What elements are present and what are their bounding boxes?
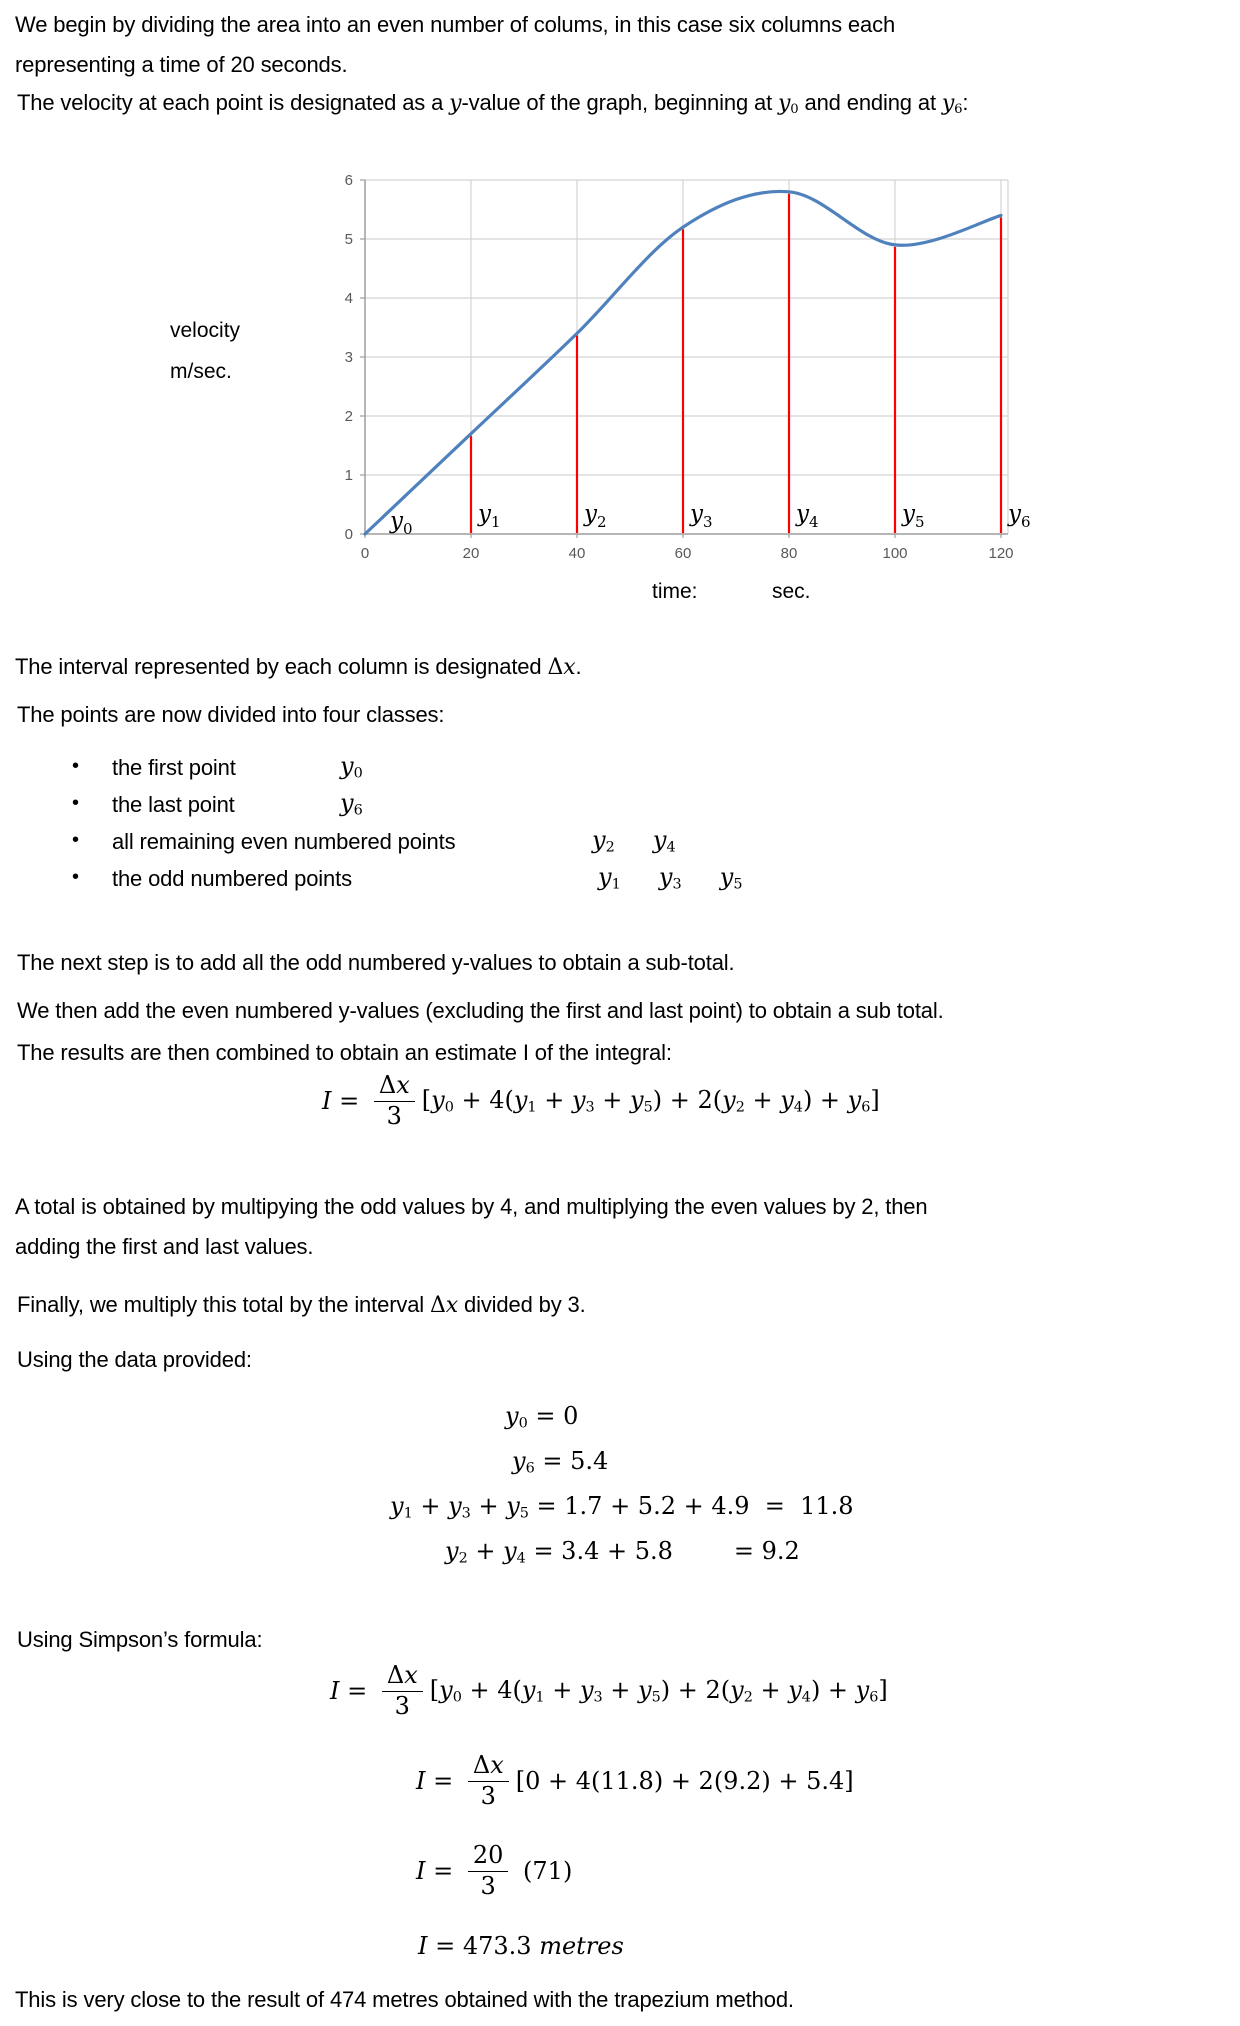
bullet-odd-points	[0, 863, 1240, 900]
paragraph-interval: The interval represented by each column is designated Δx.	[15, 654, 582, 680]
chart-x-tick-label: 60	[674, 545, 692, 562]
bullet-math-terms: y1 y3 y5	[598, 863, 743, 893]
formula-body: (71)	[515, 1856, 573, 1885]
fraction-numerator: Δx	[468, 1752, 509, 1782]
paragraph-next-step: The next step is to add all the odd numbered y-values to obtain a sub-total.	[17, 950, 735, 975]
chart-y-tick-label: 5	[344, 231, 353, 248]
result-line: I = 473.3 metres	[418, 1932, 624, 1960]
bullet-label: the first point	[112, 755, 236, 780]
paragraph-y-values: The velocity at each point is designated as a y-value of the graph, beginning at y0 and ending at y6:	[17, 90, 969, 118]
paragraph-then-add: We then add the even numbered y-values (excluding the first and last point) to obtain a sub total.	[17, 998, 944, 1023]
velocity-time-chart	[0, 130, 1240, 622]
fraction-dx-over-3	[468, 1752, 509, 1810]
chart-point-label: $y_1$	[478, 501, 501, 531]
fraction-denominator: 3	[480, 1871, 496, 1900]
fraction-numerator: 20	[468, 1842, 509, 1872]
chart-y-tick-label: 4	[344, 290, 353, 307]
chart-y-tick-label: 3	[344, 349, 353, 366]
chart-point-label: $y_4$	[796, 501, 819, 531]
chart-y-axis-title: velocity	[170, 319, 241, 342]
paragraph-closing: This is very close to the result of 474 metres obtained with the trapezium method.	[15, 1987, 794, 2012]
bullet-icon: •	[72, 866, 80, 888]
substituted-formula	[416, 1752, 854, 1810]
bullet-math-terms: y6	[340, 789, 363, 819]
chart-x-tick-label: 40	[568, 545, 586, 562]
fraction-denominator: 3	[394, 1691, 410, 1720]
bullet-icon: •	[72, 792, 80, 814]
chart-x-tick-label: 80	[780, 545, 798, 562]
paragraph-four-classes: The points are now divided into four classes:	[17, 702, 445, 727]
data-odd-sum: y1 + y3 + y5 = 1.7 + 5.2 + 4.9 = 11.8	[390, 1492, 854, 1522]
chart-x-tick-label: 120	[988, 545, 1014, 562]
bullet-last-point	[0, 789, 1240, 826]
chart-x-tick-label: 100	[882, 545, 908, 562]
velocity-time-chart-svg	[0, 130, 1240, 622]
paragraph-using-simpson: Using Simpson’s formula:	[17, 1627, 263, 1652]
chart-y-tick-label: 1	[344, 467, 353, 484]
fraction-numerator: Δx	[382, 1662, 423, 1692]
paragraph-finally: Finally, we multiply this total by the interval Δx divided by 3.	[17, 1292, 586, 1318]
bullet-label: the last point	[112, 792, 235, 817]
formula-lhs: I =	[322, 1086, 367, 1115]
data-even-sum: y2 + y4 = 3.4 + 5.8 = 9.2	[445, 1537, 800, 1567]
simpson-formula-repeat	[330, 1662, 888, 1720]
numeric-formula	[416, 1842, 572, 1900]
formula-body: [y0 + 4(y1 + y3 + y5) + 2(y2 + y4) + y6]	[421, 1086, 880, 1116]
simpson-formula	[322, 1072, 880, 1130]
fraction-denominator: 3	[386, 1101, 402, 1130]
data-y6: y6 = 5.4	[512, 1447, 609, 1477]
bullet-label: the odd numbered points	[112, 866, 352, 891]
fraction-20-over-3	[468, 1842, 509, 1900]
bullet-icon: •	[72, 829, 80, 851]
bullet-first-point	[0, 752, 1240, 789]
paragraph-total-line1: A total is obtained by multipying the odd values by 4, and multiplying the even values by 2, then	[15, 1194, 928, 1219]
fraction-denominator: 3	[480, 1781, 496, 1810]
chart-point-label: $y_3$	[690, 501, 713, 531]
chart-point-label: $y_2$	[584, 501, 607, 531]
fraction-numerator: Δx	[374, 1072, 415, 1102]
formula-lhs: I =	[416, 1766, 461, 1795]
chart-point-label: $y_6$	[1008, 501, 1031, 531]
bullet-math-terms: y2 y4	[592, 826, 676, 856]
bullet-math-terms: y0	[340, 752, 363, 782]
paragraph-total-line2: adding the first and last values.	[15, 1234, 314, 1259]
fraction-dx-over-3	[382, 1662, 423, 1720]
formula-body: [y0 + 4(y1 + y3 + y5) + 2(y2 + y4) + y6]	[429, 1676, 888, 1706]
paragraph-using-data: Using the data provided:	[17, 1347, 252, 1372]
paragraph-intro-line2: representing a time of 20 seconds.	[15, 52, 348, 77]
bullet-label: all remaining even numbered points	[112, 829, 456, 854]
chart-x-tick-label: 0	[360, 545, 370, 562]
formula-lhs: I =	[330, 1676, 375, 1705]
chart-y-tick-label: 2	[344, 408, 353, 425]
fraction-dx-over-3	[374, 1072, 415, 1130]
chart-x-axis-title: sec.	[772, 580, 811, 603]
bullet-icon: •	[72, 755, 80, 777]
paragraph-intro-line1: We begin by dividing the area into an even number of colums, in this case six columns each	[15, 12, 896, 37]
chart-point-label: $y_0$	[390, 508, 413, 538]
paragraph-results-combined: The results are then combined to obtain an estimate I of the integral:	[17, 1040, 672, 1065]
formula-lhs: I =	[416, 1856, 461, 1885]
formula-body: [0 + 4(11.8) + 2(9.2) + 5.4]	[515, 1766, 854, 1795]
chart-y-tick-label: 6	[344, 172, 353, 189]
chart-y-tick-label: 0	[344, 526, 353, 543]
bullet-even-points	[0, 826, 1240, 863]
chart-x-axis-title: time:	[652, 580, 698, 603]
data-y0: y0 = 0	[505, 1402, 579, 1432]
chart-y-axis-title: m/sec.	[170, 360, 232, 383]
chart-x-tick-label: 20	[462, 545, 480, 562]
chart-point-label: $y_5$	[902, 501, 925, 531]
